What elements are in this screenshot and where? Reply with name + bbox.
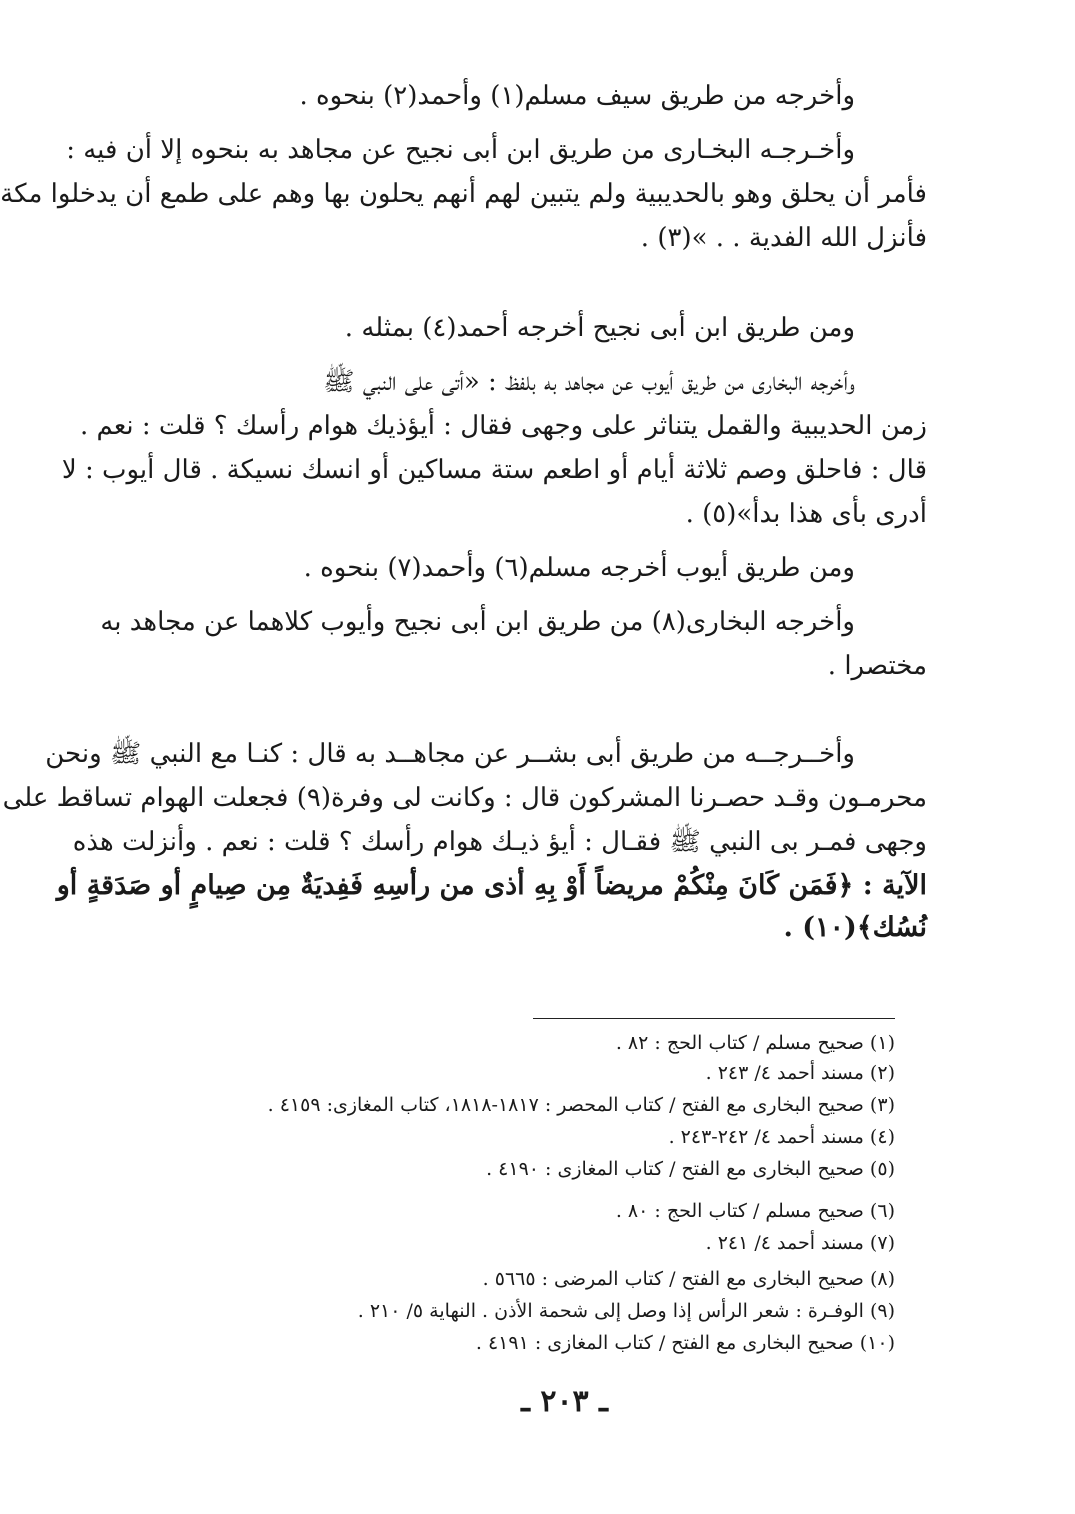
quran-verse-line: نُسُك﴾(١٠) . (783, 912, 927, 943)
body-line: فأنزل الله الفدية . . »(٣) . (640, 223, 927, 253)
quran-verse-line: الآية : ﴿فَمَن كَانَ مِنْكُمْ مريضاً أَوْ بِهِ أذى من رأسِهِ فَفِديَةٌ مِن صِيامٍ أو صَدَقةٍ أو (56, 870, 927, 901)
page-number: ـ ٢٠٣ ـ (521, 1384, 608, 1419)
footnote: (٣) صحيح البخارى مع الفتح / كتاب المحصر : ١٨١٧-١٨١٨، كتاب المغازى: ٤١٥٩ . (267, 1094, 895, 1116)
body-line: وأخرجه البخارى من طريق أيوب عن مجاهد به بلفظ : «أتى على النبي ﷺ (323, 367, 855, 397)
body-line: أدرى بأى هذا بدأ»(٥) . (685, 499, 927, 529)
footnote: (٥) صحيح البخارى مع الفتح / كتاب المغازى : ٤١٩٠ . (486, 1158, 895, 1180)
body-line: وأخرجه من طريق سيف مسلم(١) وأحمد(٢) بنحوه . (299, 81, 855, 111)
body-line: وأخرجه البخارى(٨) من طريق ابن أبى نجيح وأيوب كلاهما عن مجاهد به (100, 607, 855, 637)
footnote: (١٠) صحيح البخارى مع الفتح / كتاب المغازى : ٤١٩١ . (475, 1332, 895, 1354)
footnote: (٢) مسند أحمد ٤/ ٢٤٣ . (705, 1062, 895, 1084)
footnote-divider (533, 1018, 895, 1019)
footnote: (٩) الوفـرة : شعر الرأس إذا وصل إلى شحمة الأذن . النهاية ٥/ ٢١٠ . (357, 1300, 895, 1322)
body-line: زمن الحديبية والقمل يتناثر على وجهى فقال : أيؤذيك هوام رأسك ؟ قلت : نعم . (80, 411, 927, 441)
body-line: ومن طريق أيوب أخرجه مسلم(٦) وأحمد(٧) بنحوه . (303, 553, 855, 583)
body-line: محرمـون وقـد حصـرنا المشركون قال : وكانت لى وفرة(٩) فجعلت الهوام تساقط على (2, 783, 927, 813)
body-line: وأخــرجــه من طريق أبى بشــر عن مجاهــد به قال : كنـا مع النبي ﷺ ونحن (45, 739, 855, 769)
footnote: (١) صحيح مسلم / كتاب الحج : ٨٢ . (615, 1032, 895, 1054)
body-line: فأمر أن يحلق وهو بالحديبية ولم يتبين لهم أنهم يحلون بها وهم على طمع أن يدخلوا مكة (0, 179, 927, 209)
footnote: (٧) مسند أحمد ٤/ ٢٤١ . (705, 1232, 895, 1254)
body-line: وأخـرجـه البخـارى من طريق ابن أبى نجيح عن مجاهد به بنحوه إلا أن فيه : (66, 135, 855, 165)
footnote: (٤) مسند أحمد ٤/ ٢٤٢-٢٤٣ . (668, 1126, 895, 1148)
footnote: (٨) صحيح البخارى مع الفتح / كتاب المرضى : ٥٦٦٥ . (482, 1268, 895, 1290)
footnote: (٦) صحيح مسلم / كتاب الحج : ٨٠ . (615, 1200, 895, 1222)
body-line: مختصرا . (827, 651, 927, 681)
body-line: ومن طريق ابن أبى نجيح أخرجه أحمد(٤) بمثله . (344, 313, 855, 343)
body-line: قال : فاحلق وصم ثلاثة أيام أو اطعم ستة مساكين أو انسك نسيكة . قال أيوب : لا (61, 455, 927, 485)
body-line: وجهى فمـر بى النبي ﷺ فقـال : أيؤ ذيـك هوام رأسك ؟ قلت : نعم . وأنزلت هذه (72, 827, 927, 857)
